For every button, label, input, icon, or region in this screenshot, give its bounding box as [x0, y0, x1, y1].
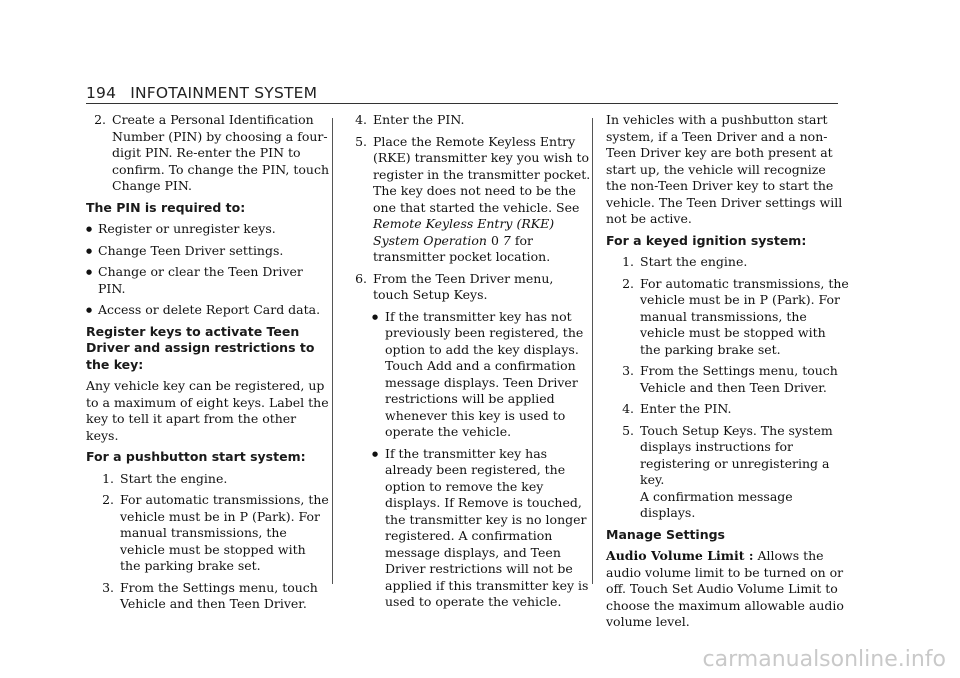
- step-number: 6 .: [347, 271, 367, 288]
- step-item: [606, 254, 850, 271]
- step-number: 2 .: [606, 276, 634, 293]
- step-text: From the Settings menu, touch Vehicle and then Teen Driver.: [640, 363, 838, 395]
- register-keys-text: Any vehicle key can be registered, up to a maximum of eight keys. Label the key to tell it apart from the other keys.: [86, 378, 329, 443]
- column-divider: [592, 118, 593, 584]
- step-number: 5 .: [606, 423, 634, 440]
- step-text-continued: A confirmation message displays.: [640, 488, 793, 520]
- column-2: [347, 112, 591, 616]
- step-text: Start the engine.: [640, 254, 748, 269]
- step-number: 4 .: [606, 401, 634, 418]
- step-text: Enter the PIN.: [640, 401, 732, 416]
- pushbutton-note-text: In vehicles with a pushbutton start system, if a Teen Driver and a non-Teen Driver key are both present at start up, the vehicle will recognize the non-Teen Driver key to start the vehicle. The Teen Driver settings will not be active.: [606, 112, 843, 226]
- list-item: ● Register or unregister keys.: [86, 221, 330, 238]
- step-item: [347, 271, 591, 304]
- pushbutton-heading: For a pushbutton start system:: [86, 449, 306, 464]
- step-text: Create a Personal Identification Number (PIN) by choosing a four-digit PIN. Re-enter the PIN to confirm. To change the PIN, touch Change PIN.: [112, 112, 330, 193]
- step-number: 2 .: [86, 492, 114, 509]
- audio-volume-limit-text: Allows the audio volume limit to be turned on or off. Touch Set Audio Volume Limit to choose the maximum allowable audio volume level.: [606, 548, 844, 629]
- step-item: [606, 423, 850, 522]
- step-number: 1 .: [606, 254, 634, 271]
- step-text: for transmitter pocket location.: [373, 232, 551, 264]
- step-text: For automatic transmissions, the vehicle must be in P (Park). For manual transmissions, the vehicle must be stopped with the parking brake set.: [120, 492, 329, 573]
- step-number: 3 .: [606, 363, 634, 380]
- step-item: [606, 401, 850, 418]
- list-item: ● Change Teen Driver settings.: [86, 243, 330, 260]
- step-item: [86, 471, 330, 488]
- page-header: [86, 84, 838, 102]
- step-text: Start the engine.: [120, 470, 228, 486]
- step-number: 4 .: [347, 112, 367, 129]
- step-item: [347, 112, 591, 129]
- page-ref-symbol: 0: [490, 232, 499, 248]
- manage-settings-heading: Manage Settings: [606, 526, 725, 542]
- step-item: [606, 276, 850, 359]
- header-rule: [86, 103, 838, 104]
- section-title: INFOTAINMENT SYSTEM: [130, 84, 318, 102]
- step-number: 1 .: [86, 471, 114, 488]
- step-item: [606, 363, 850, 396]
- list-item: ● If the transmitter key has already been registered, the option to remove the key displays. If Remove is touched, the transmitter key is no longer registered. A confirmation message displays, and Teen Driver restrictions will not be applied if this transmitter key is used to operate the vehicle.: [347, 446, 591, 611]
- page-number: 194: [86, 84, 117, 102]
- step-number: 5 .: [347, 134, 367, 151]
- column-1: [86, 112, 330, 618]
- step-item: [86, 580, 330, 613]
- cross-reference-link[interactable]: Remote Keyless Entry (RKE) System Operation: [373, 216, 555, 248]
- step-number: 2 .: [86, 112, 106, 129]
- pin-required-heading: The PIN is required to:: [86, 199, 246, 215]
- step-text: Touch Setup Keys. The system displays instructions for registering or unregistering a key.: [640, 422, 833, 487]
- step-item: [86, 492, 330, 575]
- watermark: carmanualsonline.info: [702, 647, 946, 672]
- step-number: 3 .: [86, 580, 114, 597]
- step-text: Enter the PIN.: [373, 112, 465, 127]
- page-ref-number[interactable]: 7: [502, 232, 511, 248]
- step-item: [347, 134, 591, 266]
- column-3: [606, 112, 850, 636]
- register-keys-heading: Register keys to activate Teen Driver and assign restrictions to the key:: [86, 323, 315, 372]
- step-text: Place the Remote Keyless Entry (RKE) transmitter key you wish to register in the transmitter pocket. The key does not need to be the one that started the vehicle. See: [373, 133, 591, 215]
- audio-volume-limit-label: Audio Volume Limit :: [606, 548, 754, 563]
- column-divider: [332, 118, 333, 584]
- step-item: [86, 112, 330, 195]
- step-text: From the Teen Driver menu, touch Setup Keys.: [373, 270, 554, 302]
- list-item: ● Access or delete Report Card data.: [86, 302, 330, 319]
- audio-volume-limit-paragraph: [606, 548, 850, 631]
- list-item: ● If the transmitter key has not previously been registered, the option to add the key displays. Touch Add and a confirmation message displays. Teen Driver restrictions will be applied whenever this key is used to operate the vehicle.: [347, 309, 591, 441]
- step-text: For automatic transmissions, the vehicle must be in P (Park). For manual transmissions, the vehicle must be stopped with the parking brake set.: [640, 275, 849, 357]
- list-item: ● Change or clear the Teen Driver PIN.: [86, 264, 330, 297]
- step-text: From the Settings menu, touch Vehicle and then Teen Driver.: [120, 579, 318, 611]
- keyed-ignition-heading: For a keyed ignition system:: [606, 232, 807, 248]
